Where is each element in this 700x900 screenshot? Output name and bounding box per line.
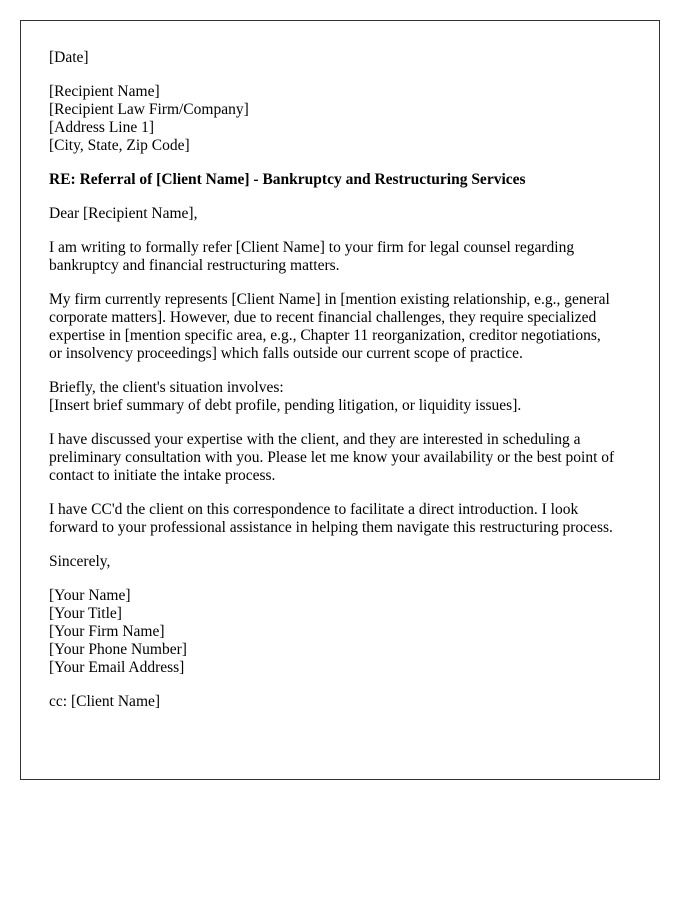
subject-block xyxy=(49,171,631,189)
paragraph-line: I have CC'd the client on this correspondence to facilitate a direct introduction. I look xyxy=(49,501,579,518)
paragraph-line: preliminary consultation with you. Please let me know your availability or the best point of xyxy=(49,449,615,466)
paragraph-referral-intro xyxy=(49,239,631,275)
paragraph-line: I am writing to formally refer [Client Name] to your firm for legal counsel regarding xyxy=(49,239,575,256)
paragraph-line: forward to your professional assistance in helping them navigate this restructuring process. xyxy=(49,519,613,536)
paragraph-consultation xyxy=(49,431,631,485)
paragraph-line: or insolvency proceedings] which falls outside our current scope of practice. xyxy=(49,345,523,362)
paragraph-cc-introduction xyxy=(49,501,631,537)
closing-block xyxy=(49,553,631,571)
paragraph-line: bankruptcy and financial restructuring matters. xyxy=(49,257,340,274)
paragraph-line: corporate matters]. However, due to recent financial challenges, they require specialized xyxy=(49,309,597,326)
signature-name: [Your Name] xyxy=(49,587,131,604)
paragraph-line: Briefly, the client's situation involves: xyxy=(49,379,284,396)
paragraph-line: expertise in [mention specific area, e.g., Chapter 11 reorganization, creditor negotiations, xyxy=(49,327,601,344)
paragraph-line: I have discussed your expertise with the client, and they are interested in scheduling a xyxy=(49,431,581,448)
subject-line: RE: Referral of [Client Name] - Bankruptcy and Restructuring Services xyxy=(49,171,526,188)
date-text: [Date] xyxy=(49,49,89,66)
signature-title: [Your Title] xyxy=(49,605,122,622)
paragraph-line: contact to initiate the intake process. xyxy=(49,467,276,484)
paragraph-line: My firm currently represents [Client Name] in [mention existing relationship, e.g., general xyxy=(49,291,610,308)
signature-block xyxy=(49,587,631,677)
paragraph-situation xyxy=(49,379,631,415)
cc-block xyxy=(49,693,631,711)
recipient-address-line: [Address Line 1] xyxy=(49,119,155,136)
paragraph-relationship xyxy=(49,291,631,363)
recipient-firm: [Recipient Law Firm/Company] xyxy=(49,101,249,118)
recipient-name: [Recipient Name] xyxy=(49,83,160,100)
signature-phone: [Your Phone Number] xyxy=(49,641,187,658)
signature-email: [Your Email Address] xyxy=(49,659,185,676)
date-block xyxy=(49,49,631,67)
recipient-address-block xyxy=(49,83,631,155)
signature-firm: [Your Firm Name] xyxy=(49,623,165,640)
closing: Sincerely, xyxy=(49,553,111,570)
recipient-city-state-zip: [City, State, Zip Code] xyxy=(49,137,190,154)
salutation: Dear [Recipient Name], xyxy=(49,205,198,222)
salutation-block xyxy=(49,205,631,223)
cc-line: cc: [Client Name] xyxy=(49,693,161,710)
paragraph-line: [Insert brief summary of debt profile, pending litigation, or liquidity issues]. xyxy=(49,397,522,414)
letter-document xyxy=(20,20,660,780)
